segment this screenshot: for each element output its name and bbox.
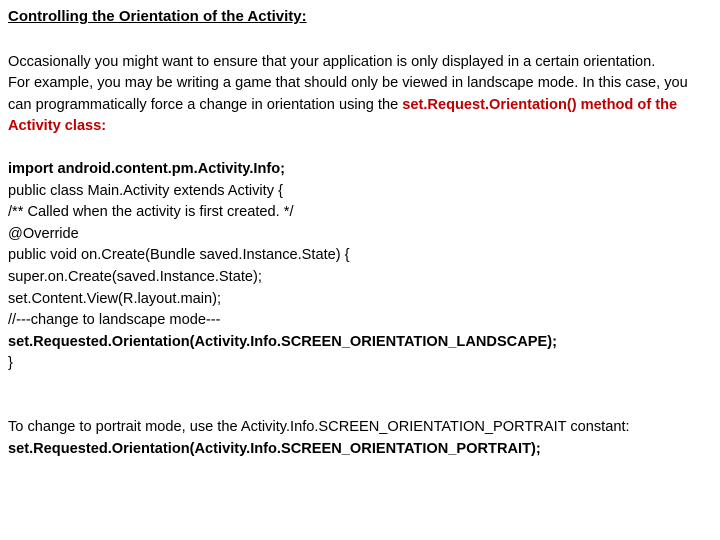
footer-text: To change to portrait mode, use the Activity.Info.SCREEN_ORIENTATION_PORTRAIT constant: xyxy=(8,418,630,435)
code-line: @Override xyxy=(8,225,79,242)
slide-content xyxy=(8,6,712,460)
code-line: super.on.Create(saved.Instance.State); xyxy=(8,268,262,285)
code-line: set.Content.View(R.layout.main); xyxy=(8,290,222,307)
footer-code: set.Requested.Orientation(Activity.Info.SCREEN_ORIENTATION_PORTRAIT); xyxy=(8,440,541,457)
method-highlight: set.Request.Orientation() method of the Activity class: xyxy=(8,96,678,135)
code-line: public class Main.Activity extends Activity { xyxy=(8,182,283,199)
code-block xyxy=(8,159,712,375)
code-line: /** Called when the activity is first created. */ xyxy=(8,204,294,221)
intro-paragraph-2 xyxy=(8,73,712,138)
code-line: import android.content.pm.Activity.Info; xyxy=(8,160,286,177)
code-line: public void on.Create(Bundle saved.Instance.State) { xyxy=(8,247,350,264)
intro-paragraph-1: Occasionally you might want to ensure that your application is only displayed in a certain orientation. xyxy=(8,53,656,70)
footer-section xyxy=(8,417,712,460)
code-line: } xyxy=(8,355,13,372)
code-line: set.Requested.Orientation(Activity.Info.SCREEN_ORIENTATION_LANDSCAPE); xyxy=(8,333,557,350)
slide-title: Controlling the Orientation of the Activity: xyxy=(8,8,307,25)
code-line: //---change to landscape mode--- xyxy=(8,312,221,329)
intro-paragraph-2-text: For example, you may be writing a game that should only be viewed in landscape mode. In this case, you can programmatically force a change in orientation using the xyxy=(8,75,688,113)
